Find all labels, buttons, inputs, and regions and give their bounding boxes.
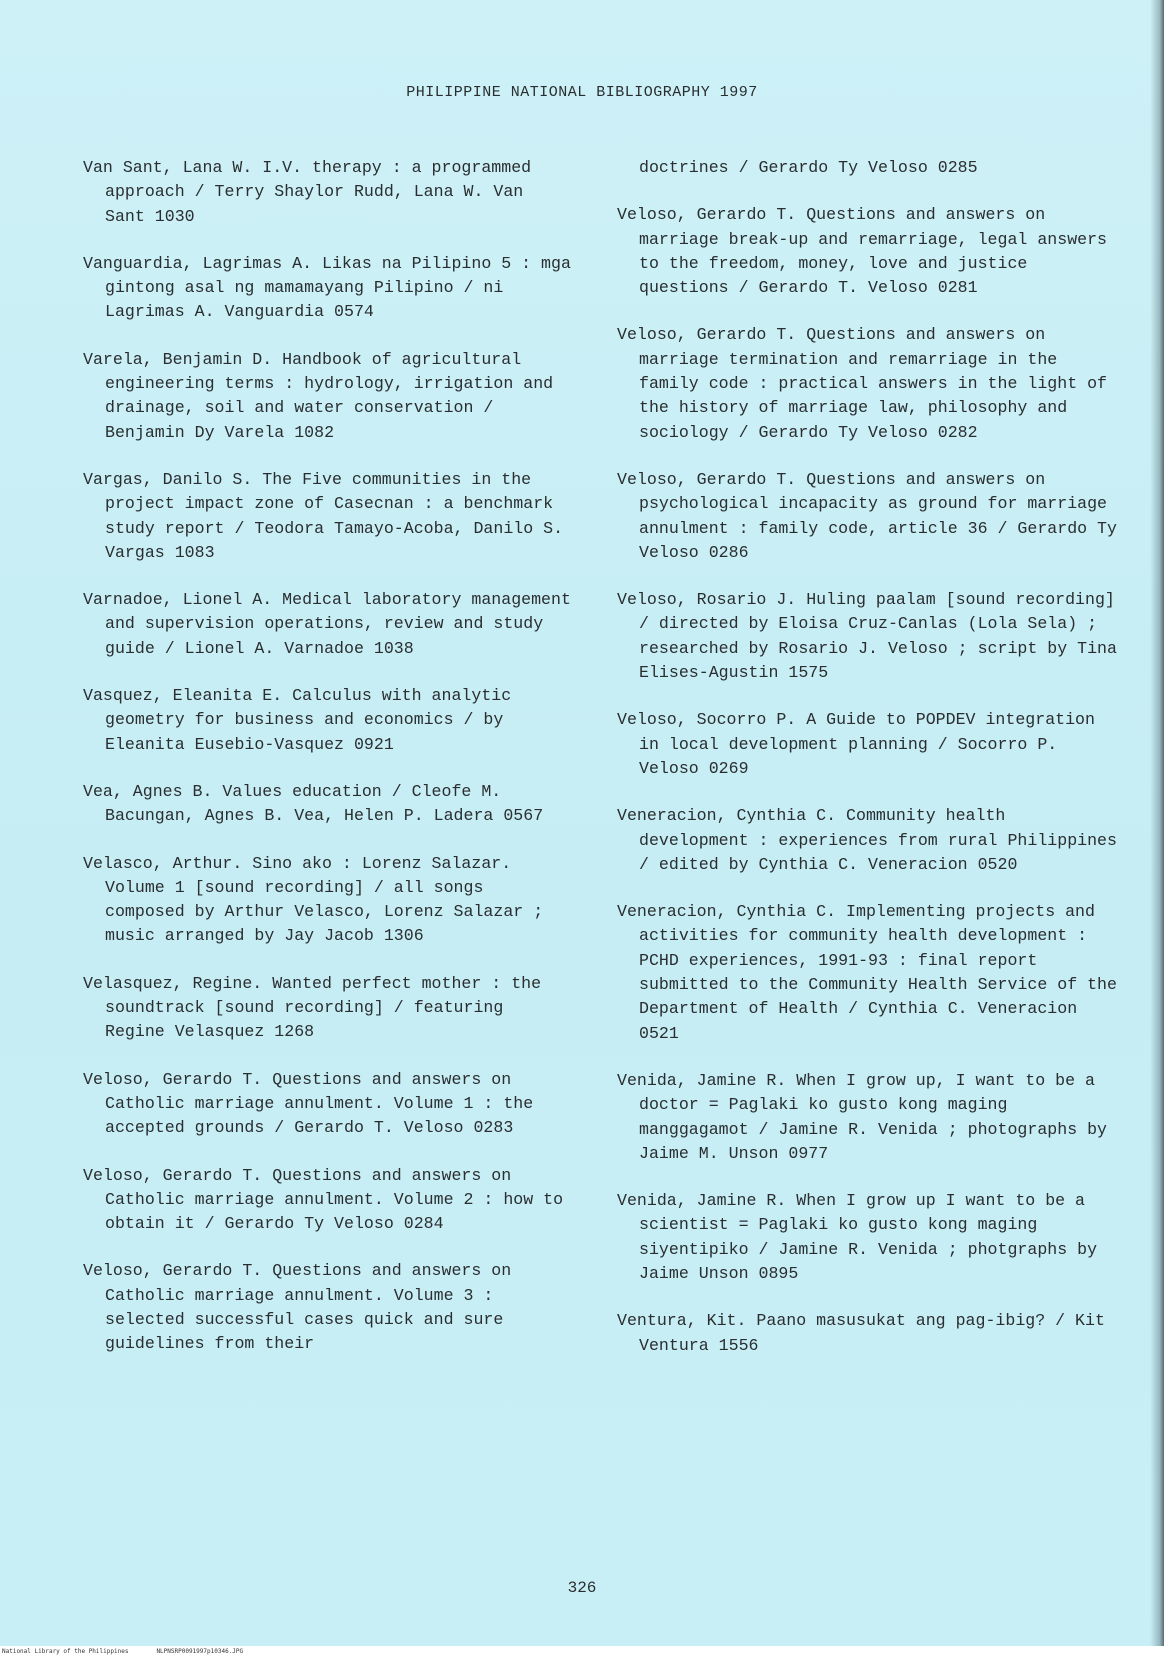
bibliography-entry: Vargas, Danilo S. The Five communities in the project impact zone of Casecnan : a benchmark study report / Teodora Tamayo-Acoba, Danilo S. Vargas 1083 [83, 469, 564, 562]
footer-filename: NLPNSRP0091997p10346.JPG [156, 1648, 244, 1655]
right-column [617, 156, 1117, 1381]
bibliography-entry: Ventura, Kit. Paano masusukat ang pag-ibig? / Kit Ventura 1556 [617, 1311, 1105, 1355]
bibliography-entry: Venida, Jamine R. When I grow up, I want to be a doctor = Paglaki ko gusto kong maging manggagamot / Jamine R. Venida ; photographs by Jaime M. Unson 0977 [617, 1070, 1108, 1163]
bibliography-entry: Venida, Jamine R. When I grow up I want to be a scientist = Paglaki ko gusto kong maging siyentipiko / Jamine R. Venida ; photgraphs by Jaime Unson 0895 [617, 1191, 1098, 1283]
bibliography-entry: Varnadoe, Lionel A. Medical laboratory management and supervision operations, review and study guide / Lionel A. Varnadoe 1038 [83, 590, 571, 658]
bibliography-entry: Veloso, Gerardo T. Questions and answers on Catholic marriage annulment. Volume 3 : selected successful cases quick and sure guidelines from their [83, 1261, 512, 1354]
bibliography-entry: Vea, Agnes B. Values education / Cleofe M. Bacungan, Agnes B. Vea, Helen P. Ladera 0567 [83, 781, 544, 826]
bibliography-entry: Veloso, Gerardo T. Questions and answers on marriage break-up and remarriage, legal answers to the freedom, money, love and justice questions / Gerardo T. Veloso 0281 [617, 205, 1108, 298]
bibliography-entry: Veloso, Gerardo T. Questions and answers on Catholic marriage annulment. Volume 2 : how to obtain it / Gerardo Ty Veloso 0284 [83, 1165, 564, 1234]
bibliography-entry: Van Sant, Lana W. I.V. therapy : a programmed approach / Terry Shaylor Rudd, Lana W. Van Sant 1030 [83, 158, 532, 226]
bibliography-entry: Vasquez, Eleanita E. Calculus with analytic geometry for business and economics / by Eleanita Eusebio-Vasquez 0921 [83, 686, 512, 754]
bibliography-entry: Varela, Benjamin D. Handbook of agricultural engineering terms : hydrology, irrigation and drainage, soil and water conservation / Benjamin Dy Varela 1082 [83, 349, 554, 442]
bibliography-entry: Vanguardia, Lagrimas A. Likas na Pilipino 5 : mga gintong asal ng mamamayang Pilipino / ni Lagrimas A. Vanguardia 0574 [83, 253, 571, 322]
bibliography-entry: Velasquez, Regine. Wanted perfect mother : the soundtrack [sound recording] / featuring Regine Velasquez 1268 [83, 973, 542, 1042]
left-column [83, 156, 573, 1380]
page-number: 326 [567, 1579, 597, 1597]
page-title: PHILIPPINE NATIONAL BIBLIOGRAPHY 1997 [406, 84, 758, 101]
scan-footer [0, 1646, 1164, 1658]
footer-library: National Library of the Philippines [2, 1648, 129, 1655]
bibliography-entry: Veloso, Gerardo T. Questions and answers on psychological incapacity as ground for marriage annulment : family code, article 36 / Gerardo Ty Veloso 0286 [617, 469, 1117, 562]
bibliography-entry-continuation: doctrines / Gerardo Ty Veloso 0285 [639, 158, 978, 177]
bibliography-entry: Veneracion, Cynthia C. Implementing projects and activities for community health development : PCHD experiences, 1991-93 : final report submitted to the Community Health Service of the Department of Health / Cynthia C. Veneracion 0521 [617, 902, 1117, 1043]
bibliography-entry: Veneracion, Cynthia C. Community health development : experiences from rural Philippines / edited by Cynthia C. Veneracion 0520 [617, 806, 1117, 874]
bibliography-entry: Veloso, Gerardo T. Questions and answers on Catholic marriage annulment. Volume 1 : the accepted grounds / Gerardo T. Veloso 0283 [83, 1069, 534, 1138]
bibliography-entry: Veloso, Gerardo T. Questions and answers on marriage termination and remarriage in the family code : practical answers in the light of the history of marriage law, philosophy and sociology / Gerardo Ty Veloso 0282 [617, 325, 1108, 442]
bibliography-entry: Velasco, Arthur. Sino ako : Lorenz Salazar. Volume 1 [sound recording] / all songs composed by Arthur Velasco, Lorenz Salazar ; music arranged by Jay Jacob 1306 [83, 853, 544, 946]
bibliography-entry: Veloso, Rosario J. Huling paalam [sound recording] / directed by Eloisa Cruz-Canlas (Lola Sela) ; researched by Rosario J. Veloso ; script by Tina Elises-Agustin 1575 [617, 590, 1117, 683]
bibliography-entry: Veloso, Socorro P. A Guide to POPDEV integration in local development planning / Socorro P. Veloso 0269 [617, 710, 1095, 778]
page-edge-shadow [1150, 0, 1164, 1658]
